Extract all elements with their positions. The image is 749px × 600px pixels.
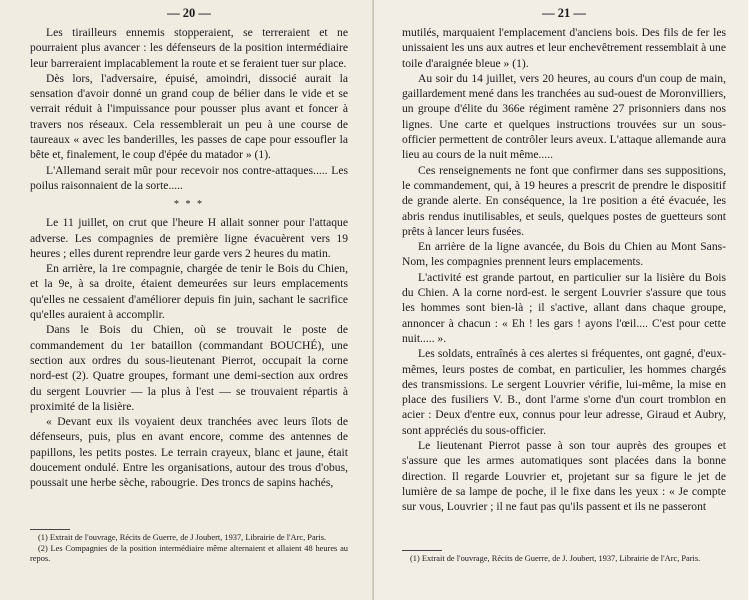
page-number-left: — 20 — [167, 6, 211, 20]
paragraph: Le 11 juillet, on crut que l'heure H allait sonner pour l'attaque adverse. Les compagnies de première ligne évacuèrent vers 19 heures ; elles durent reprendre leur garde vers 2 heures du matin. [30, 216, 348, 260]
footnote-rule [30, 529, 70, 530]
section-separator: * * * [174, 199, 204, 211]
right-page-body [402, 25, 726, 515]
left-page-body [30, 25, 348, 491]
paragraph: Dans le Bois du Chien, où se trouvait le poste de commandement du 1er bataillon (commandant BOUCHÉ), une section aux ordres du sous-lieutenant Pierrot, occupait la corne nord-est (2). Quatre groupes, formant une demi-section aux ordres du sergent Louvrier — la plus à l'est — se trouvaient répartis à proximité de la lisière. [30, 323, 348, 413]
paragraph: Dès lors, l'adversaire, épuisé, amoindri, dissocié aurait la sensation d'avoir donné un grand coup de bélier dans le vide et se verrait réduit à l'impuissance pour pousser plus avant et foncer à travers nos réseaux. Cela ressemblerait un peu à une course de taureaux « avec les banderilles, les passes de cape pour essoufler la bête et, finalement, le coup d'épée du matador » (1). [30, 71, 348, 162]
footnote: (1) Extrait de l'ouvrage, Récits de Guerre, de J Joubert, 1937, Librairie de l'Arc, Paris. [38, 533, 327, 542]
right-page [374, 0, 748, 600]
paragraph: En arrière de la ligne avancée, du Bois du Chien au Mont Sans-Nom, les compagnies prennent leurs emplacements. [402, 240, 726, 269]
footnote: (1) Extrait de l'ouvrage, Récits de Guerre, de J. Joubert, 1937, Librairie de l'Arc, Paris. [410, 554, 701, 563]
paragraph: L'Allemand serait mûr pour recevoir nos contre-attaques..... Les poilus raisonnaient de la sorte..... [30, 163, 348, 192]
paragraph: mutilés, marquaient l'emplacement d'anciens bois. Des fils de fer les unissaient les uns aux autres et leur enchevêtrement ressemblait à une toile d'araignée bleue » (1). [402, 26, 726, 70]
footnote-rule [402, 550, 442, 551]
left-page [0, 0, 374, 600]
paragraph: Le lieutenant Pierrot passe à son tour auprès des groupes et s'assure que les armes automatiques sont placées dans la bonne direction. Il regarde Louvrier et, projetant sur sa figure le jet de lumière de sa lampe de poche, il le fixe dans les yeux : « Je compte sur vous, Louvrier ; il ne faut pas qu'ils passent et ils ne passeront [402, 439, 726, 514]
paragraph: L'activité est grande partout, en particulier sur la lisière du Bois du Chien. A la corne nord-est. le sergent Louvrier s'assure que tous les hommes sont bien-là ; il s'active, allant dans chaque groupe, annoncer à chacun : « Eh ! les gars ! ayons l'œil.... C'est pour cette nuit..... ». [402, 270, 726, 345]
paragraph: Les tirailleurs ennemis stopperaient, se terreraient et ne pourraient plus avancer : les défenseurs de la position intermédiaire leur barreraient implacablement la route et se feraient tuer sur place. [30, 26, 348, 70]
paragraph: Les soldats, entraînés à ces alertes si fréquentes, ont gagné, d'eux-mêmes, leurs postes de combat, en particulier, les hommes chargés des transmissions. Le sergent Louvrier vérifie, lui-même, la mise en place des fusiliers V. B., dont l'arme s'orne d'un court tromblon en acier : Deux d'entre eux, connus pour leur adresse, Giraud et Aubry, sont appréciés du sous-officier. [402, 347, 726, 437]
paragraph: Ces renseignements ne font que confirmer dans ses suppositions, le commandement, qui, à 19 heures a prescrit de prendre le dispositif de grande alerte. En conséquence, la 1re position a été évacuée, les abris rendus inutilisables, et seuls, quelques postes de guetteurs sont prêts à lancer leurs fusées. [402, 163, 726, 238]
paragraph: En arrière, la 1re compagnie, chargée de tenir le Bois du Chien, et la 9e, à sa droite, étaient demeurées sur leurs emplacements qu'elles ne cessaient d'améliorer depuis fin juin, sachant le sacrifice qu'elles auraient à accomplir. [30, 262, 348, 322]
paragraph: Au soir du 14 juillet, vers 20 heures, au cours d'un coup de main, gaillardement mené dans les tranchées au sud-ouest de Moronvilliers, un groupe d'élite du 366e régiment ramène 27 prisonniers dans nos lignes. Une carte et quelques instructions trouvées sur un sous-officier permettent de contrôler leurs aveux. L'attaque allemande aura lieu au cours de la nuit même..... [402, 71, 726, 162]
footnote: (2) Les Compagnies de la position intermédiaire même alternaient et allaient 48 heures au repos. [30, 543, 348, 564]
paragraph: « Devant eux ils voyaient deux tranchées avec leurs îlots de défenseurs, puis, plus en avant encore, comme des antennes de papillons, les petits postes. Le terrain crayeux, blanc et jaune, était doucement ondulé. Entre les organisations, autour des trous d'obus, poussait une herbe sèche, rabougrie. Des troncs de sapins hachés, [30, 415, 348, 490]
page-number-right: — 21 — [542, 6, 586, 20]
left-footnotes [30, 523, 348, 565]
right-footnotes [402, 544, 726, 565]
